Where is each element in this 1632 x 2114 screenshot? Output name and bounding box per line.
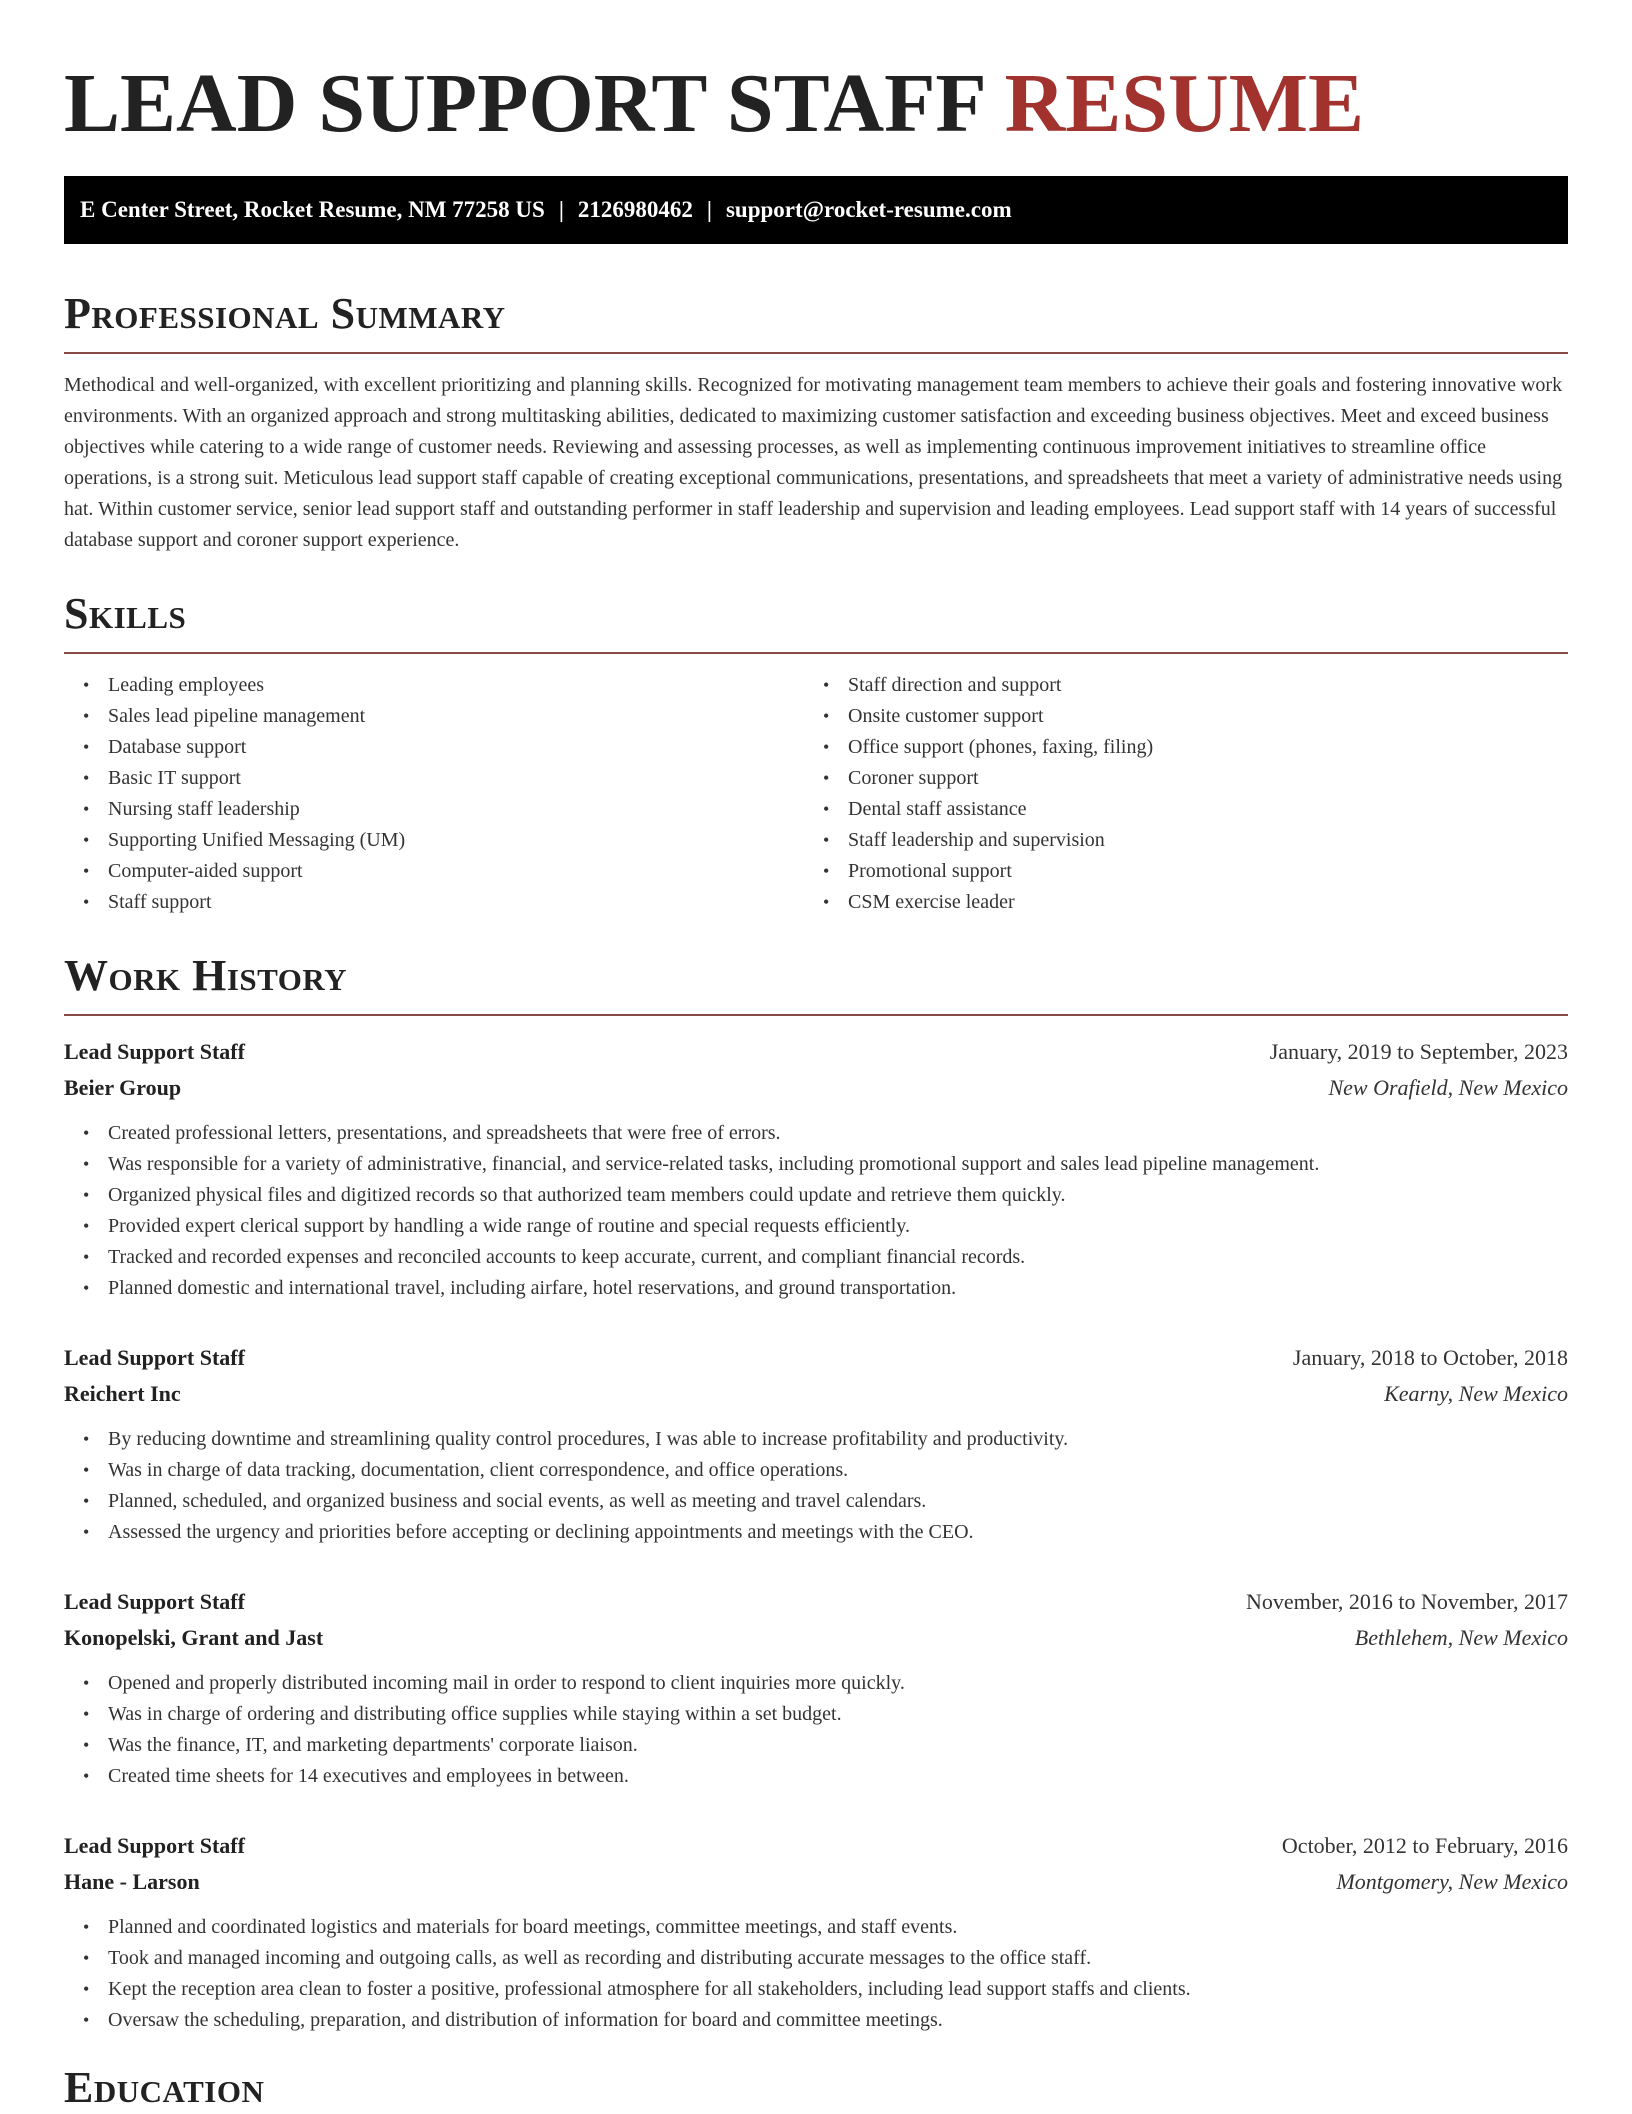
job-duties [64,1118,1568,1304]
job-list [64,1034,1568,2036]
skills-column-right [804,670,1544,918]
contact-phone: 2126980462 [577,197,693,222]
bullet-icon: • [83,1185,90,1205]
bullet-icon: • [83,1460,90,1480]
bullet-icon: • [83,1948,90,1968]
contact-bar [64,176,1568,244]
section-divider [64,652,1568,654]
contact-address: E Center Street, Rocket Resume, NM 77258 US [80,197,545,222]
duty-item [64,1149,1568,1180]
job-location: Bethlehem, New Mexico [1354,1625,1568,1650]
skill-item [64,701,804,732]
job-location: Montgomery, New Mexico [1336,1869,1568,1894]
bullet-icon: • [83,1278,90,1298]
bullet-icon: • [83,1247,90,1267]
duty-item [64,1242,1568,1273]
duty-item-text: Was in charge of ordering and distributing office supplies while staying within a set budget. [108,1703,842,1725]
bullet-icon: • [83,1429,90,1449]
duty-item [64,1273,1568,1304]
job-company-row [64,1864,1568,1900]
skill-item [804,825,1544,856]
skill-item-text: Leading employees [108,674,265,696]
resume-title-accent: RESUME [1004,57,1365,150]
bullet-icon: • [83,1522,90,1542]
bullet-icon: • [83,1766,90,1786]
section-divider [64,1014,1568,1016]
bullet-icon: • [83,799,90,819]
professional-summary-section [64,288,1568,556]
bullet-icon: • [83,1917,90,1937]
contact-email: support@rocket-resume.com [725,197,1012,222]
bullet-icon: • [83,706,90,726]
duty-item [64,1118,1568,1149]
duty-item-text: Kept the reception area clean to foster a positive, professional atmosphere for all stakeholders, including lead support staffs and clients. [108,1978,1191,2000]
duty-item [64,1211,1568,1242]
skill-item [64,794,804,825]
skill-item-text: Onsite customer support [848,705,1044,727]
job-title: Lead Support Staff [64,1833,245,1858]
job-title: Lead Support Staff [64,1345,245,1370]
skill-item [804,670,1544,701]
section-divider [64,352,1568,354]
duty-item-text: Planned and coordinated logistics and materials for board meetings, committee meetings, and staff events. [108,1916,958,1938]
section-heading-summary: Professional Summary [64,289,506,338]
bullet-icon: • [83,1123,90,1143]
job-dates: November, 2016 to November, 2017 [1245,1589,1568,1614]
job-duties [64,1668,1568,1792]
duty-item-text: Oversaw the scheduling, preparation, and distribution of information for board and committee meetings. [108,2009,943,2031]
job-entry [64,1340,1568,1548]
summary-text: Methodical and well-organized, with excellent prioritizing and planning skills. Recognized for motivating management team members to achieve their goals and fostering innovative work environments. With an organized approach and strong multitasking abilities, dedicated to maximizing customer satisfaction and exceeding business objectives. Meet and exceed business objectives while catering to a wide range of customer needs. Reviewing and assessing processes, as well as implementing continuous improvement initiatives to streamline office operations, is a strong suit. Meticulous lead support staff capable of creating exceptional communications, presentations, and spreadsheets that meet a variety of administrative needs using hat. Within customer service, senior lead support staff and outstanding performer in staff leadership and supervision and leading employees. Lead support staff with 14 years of successful database support and coroner support experience. [64,374,1563,551]
duty-item [64,1424,1568,1455]
job-location: Kearny, New Mexico [1384,1381,1568,1406]
duty-item [64,1730,1568,1761]
bullet-icon: • [823,737,830,757]
job-company: Konopelski, Grant and Jast [64,1625,324,1650]
skill-item [804,856,1544,887]
job-dates: January, 2019 to September, 2023 [1269,1039,1568,1064]
job-dates: October, 2012 to February, 2016 [1281,1833,1568,1858]
duty-item [64,1974,1568,2005]
resume-title [64,0,1568,152]
skill-item [804,732,1544,763]
bullet-icon: • [83,1154,90,1174]
skill-item-text: Basic IT support [108,767,241,789]
job-duties [64,1912,1568,2036]
education-section [64,2062,1568,2114]
skill-item [64,670,804,701]
duty-item [64,1517,1568,1548]
job-company-row [64,1070,1568,1106]
bullet-icon: • [83,861,90,881]
skill-item [804,701,1544,732]
duty-item [64,1668,1568,1699]
skill-item [64,763,804,794]
duty-item-text: Opened and properly distributed incoming mail in order to respond to client inquiries more quickly. [108,1672,905,1694]
duty-item-text: Was responsible for a variety of administrative, financial, and service-related tasks, including promotional support and sales lead pipeline management. [108,1153,1320,1175]
contact-separator: | [558,197,564,222]
skill-item-text: Dental staff assistance [848,798,1027,820]
section-heading-skills: Skills [64,589,187,638]
bullet-icon: • [823,675,830,695]
duty-item-text: By reducing downtime and streamlining quality control procedures, I was able to increase profitability and productivity. [108,1428,1069,1450]
job-location: New Orafield, New Mexico [1328,1075,1568,1100]
bullet-icon: • [83,675,90,695]
skill-item-text: Staff direction and support [848,674,1062,696]
job-header-row [64,1584,1568,1620]
duty-item-text: Created professional letters, presentations, and spreadsheets that were free of errors. [108,1122,781,1144]
bullet-icon: • [83,768,90,788]
duty-item [64,1699,1568,1730]
duty-item [64,2005,1568,2036]
duty-item [64,1455,1568,1486]
skill-item-text: Promotional support [848,860,1012,882]
job-entry [64,1584,1568,1792]
skill-item-text: Coroner support [848,767,979,789]
skill-item-text: Supporting Unified Messaging (UM) [108,829,406,851]
job-header-row [64,1340,1568,1376]
duty-item-text: Assessed the urgency and priorities before accepting or declining appointments and meetings with the CEO. [108,1521,974,1543]
duty-item [64,1912,1568,1943]
job-company: Hane - Larson [64,1869,200,1894]
bullet-icon: • [83,1491,90,1511]
skills-grid [64,670,1568,918]
duty-item-text: Created time sheets for 14 executives and employees in between. [108,1765,629,1787]
job-entry [64,1034,1568,1304]
bullet-icon: • [823,861,830,881]
bullet-icon: • [823,830,830,850]
duty-item-text: Was in charge of data tracking, documentation, client correspondence, and office operations. [108,1459,849,1481]
skill-item-text: Staff support [108,891,212,913]
duty-item-text: Tracked and recorded expenses and reconciled accounts to keep accurate, current, and compliant financial records. [108,1246,1026,1268]
bullet-icon: • [83,2010,90,2030]
duty-item-text: Was the finance, IT, and marketing departments' corporate liaison. [108,1734,638,1756]
skill-item-text: Sales lead pipeline management [108,705,366,727]
job-company-row [64,1376,1568,1412]
job-company: Reichert Inc [64,1381,181,1406]
duty-item-text: Planned, scheduled, and organized business and social events, as well as meeting and travel calendars. [108,1490,927,1512]
section-heading-education: Education [64,2063,265,2112]
job-title: Lead Support Staff [64,1039,245,1064]
skill-item-text: Computer-aided support [108,860,303,882]
duty-item [64,1486,1568,1517]
skill-item [64,887,804,918]
skill-item-text: Staff leadership and supervision [848,829,1105,851]
duty-item [64,1943,1568,1974]
skills-column-left [64,670,804,918]
skill-item-text: Database support [108,736,247,758]
skills-section [64,588,1568,918]
resume-page [64,0,1568,2114]
resume-title-main: LEAD SUPPORT STAFF [64,57,984,150]
skill-item [804,763,1544,794]
duty-item-text: Took and managed incoming and outgoing calls, as well as recording and distributing accurate messages to the office staff. [108,1947,1092,1969]
bullet-icon: • [823,768,830,788]
bullet-icon: • [823,892,830,912]
bullet-icon: • [823,706,830,726]
skill-item [64,825,804,856]
duty-item [64,1761,1568,1792]
job-header-row [64,1034,1568,1070]
contact-separator: | [706,197,712,222]
skill-item-text: Nursing staff leadership [108,798,300,820]
job-company-row [64,1620,1568,1656]
bullet-icon: • [83,1704,90,1724]
bullet-icon: • [83,1735,90,1755]
skill-item [64,856,804,887]
bullet-icon: • [83,892,90,912]
bullet-icon: • [823,799,830,819]
skill-item-text: CSM exercise leader [848,891,1015,913]
skill-item [804,887,1544,918]
skill-item-text: Office support (phones, faxing, filing) [848,736,1154,758]
duty-item-text: Organized physical files and digitized records so that authorized team members could update and retrieve them quickly. [108,1184,1066,1206]
job-company: Beier Group [64,1075,182,1100]
skill-item [804,794,1544,825]
section-heading-work-history: Work History [64,951,348,1000]
bullet-icon: • [83,737,90,757]
bullet-icon: • [83,1979,90,1999]
job-duties [64,1424,1568,1548]
bullet-icon: • [83,830,90,850]
job-title: Lead Support Staff [64,1589,245,1614]
duty-item [64,1180,1568,1211]
job-header-row [64,1828,1568,1864]
duty-item-text: Planned domestic and international travel, including airfare, hotel reservations, and ground transportation. [108,1277,957,1299]
job-entry [64,1828,1568,2036]
job-dates: January, 2018 to October, 2018 [1292,1345,1568,1370]
duty-item-text: Provided expert clerical support by handling a wide range of routine and special requests efficiently. [108,1215,910,1237]
bullet-icon: • [83,1216,90,1236]
work-history-section [64,950,1568,2036]
skill-item [64,732,804,763]
bullet-icon: • [83,1673,90,1693]
